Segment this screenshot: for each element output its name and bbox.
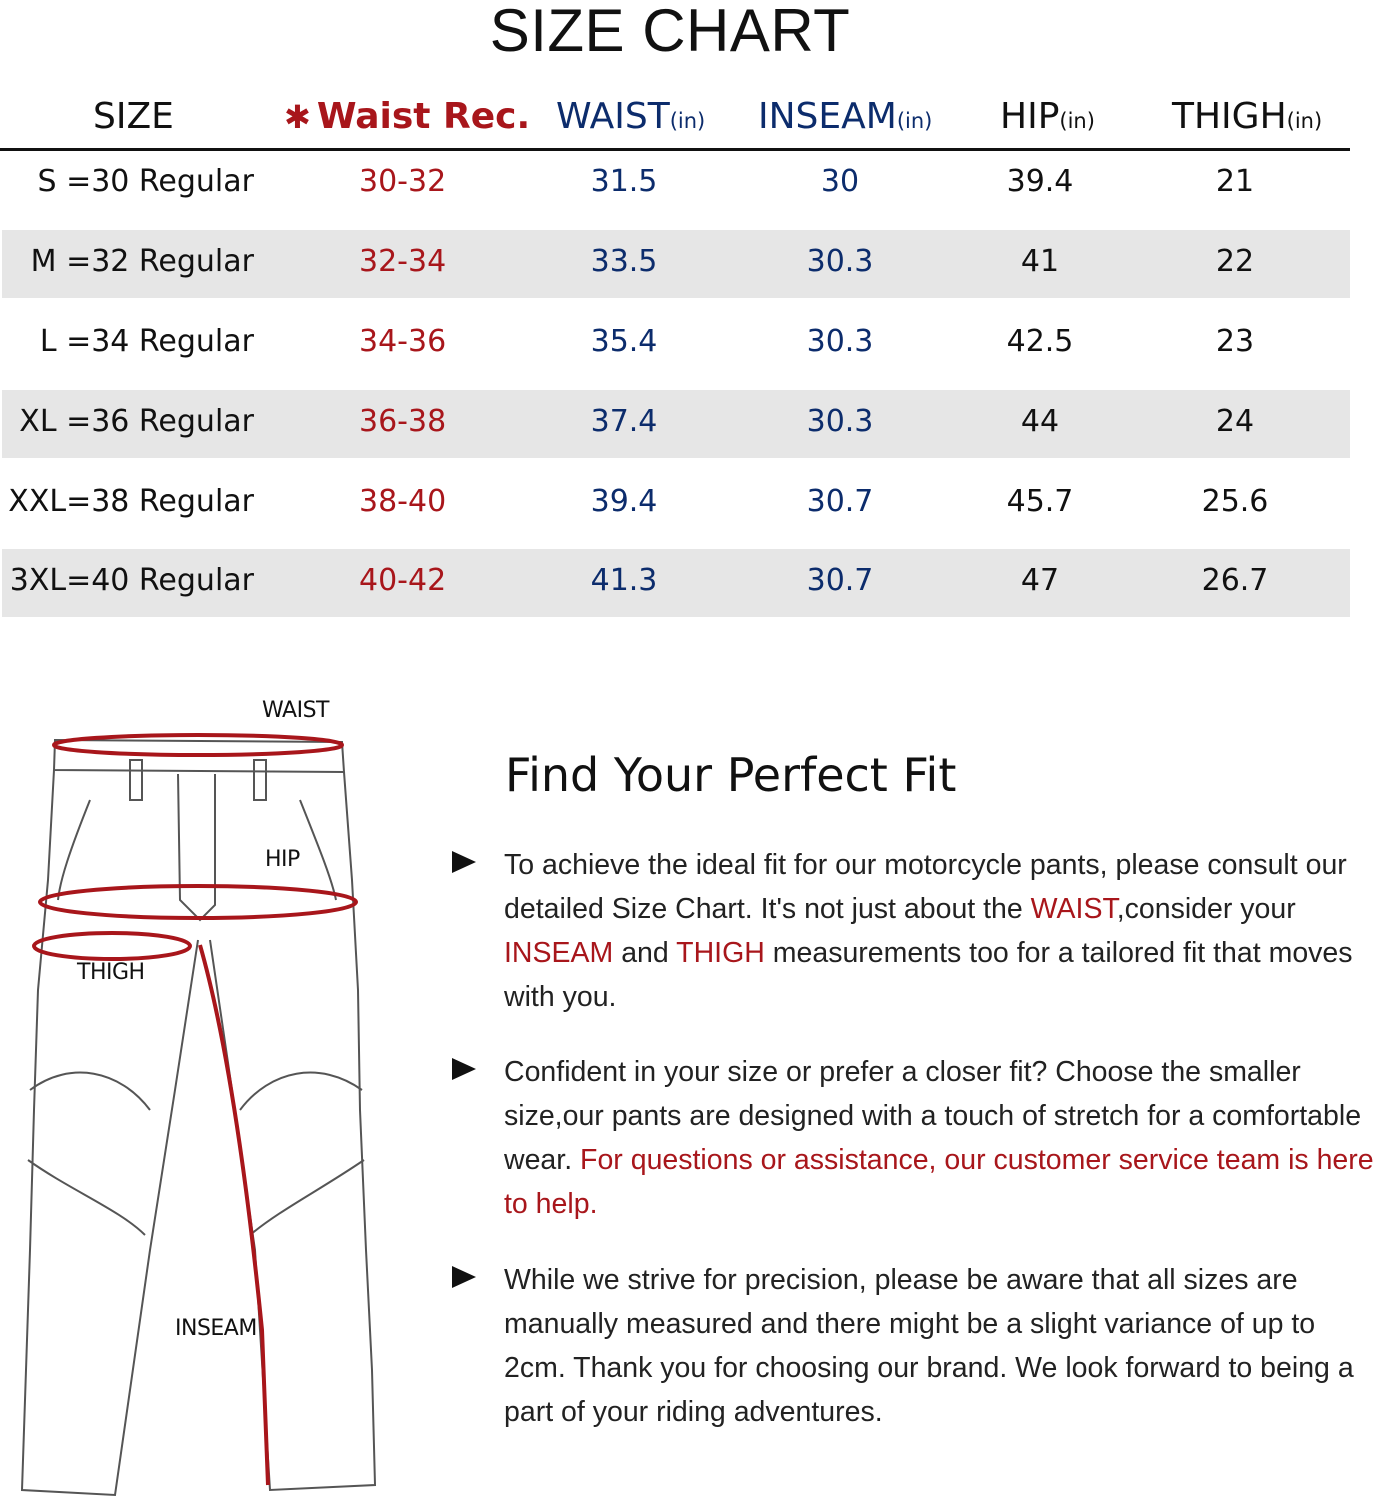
- col-size: SIZE: [93, 96, 174, 137]
- waist-cell: 39.4: [590, 484, 658, 519]
- size-cell: L =34 Regular: [39, 324, 254, 359]
- waist-rec-cell: 36-38: [359, 404, 447, 439]
- thigh-cell: 26.7: [1201, 563, 1269, 598]
- table-row: [2, 150, 1350, 218]
- diagram-label-hip: HIP: [265, 847, 300, 872]
- hip-cell: 39.4: [1006, 164, 1074, 199]
- measurement-lines: [34, 735, 356, 1485]
- waist-cell: 33.5: [590, 244, 658, 279]
- waist-rec-cell: 34-36: [359, 324, 447, 359]
- waist-cell: 31.5: [590, 164, 658, 199]
- size-table-header: [0, 92, 1350, 151]
- hip-cell: 47: [1020, 563, 1060, 598]
- page-title: SIZE CHART: [489, 0, 851, 64]
- inseam-cell: 30.3: [806, 244, 874, 279]
- col-thigh: THIGH(in): [1172, 96, 1323, 137]
- size-cell: XL =36 Regular: [19, 404, 254, 439]
- asterisk-icon: ✱: [284, 98, 311, 136]
- hip-cell: 41: [1020, 244, 1060, 279]
- play-arrow-icon: [452, 851, 476, 873]
- inseam-cell: 30.3: [806, 404, 874, 439]
- table-row: [2, 549, 1350, 617]
- size-cell: S =30 Regular: [37, 164, 254, 199]
- play-arrow-icon: [452, 1058, 476, 1080]
- hip-cell: 44: [1020, 404, 1060, 439]
- waist-cell: 35.4: [590, 324, 658, 359]
- bullet-text: Confident in your size or prefer a closer fit? Choose the smaller size,our pants are designed with a touch of stretch for a comfortable wear. For questions or assistance, our customer service team is here to help.: [504, 1056, 1374, 1220]
- waist-rec-cell: 30-32: [359, 164, 447, 199]
- pants-outline: [22, 740, 375, 1495]
- col-waist-rec: ✱ Waist Rec.: [284, 96, 531, 137]
- diagram-label-inseam: INSEAM: [175, 1316, 257, 1341]
- size-cell: XXL=38 Regular: [8, 484, 254, 519]
- thigh-cell: 24: [1215, 404, 1255, 439]
- size-cell: 3XL=40 Regular: [9, 563, 254, 598]
- inseam-cell: 30.7: [806, 484, 874, 519]
- waist-cell: 41.3: [590, 563, 658, 598]
- bullet-text: To achieve the ideal fit for our motorcycle pants, please consult our detailed Size Chart. It's not just about the WAIST,consider your INSEAM and THIGH measurements too for a tailored fit that moves with you.: [504, 849, 1353, 1013]
- thigh-cell: 25.6: [1201, 484, 1269, 519]
- fit-heading: Find Your Perfect Fit: [505, 748, 957, 802]
- pants-illustration: [0, 690, 400, 1500]
- hip-cell: 42.5: [1006, 324, 1074, 359]
- table-row: [2, 470, 1350, 538]
- table-row: [2, 390, 1350, 458]
- waist-rec-cell: 32-34: [359, 244, 447, 279]
- waist-cell: 37.4: [590, 404, 658, 439]
- hip-cell: 45.7: [1006, 484, 1074, 519]
- size-cell: M =32 Regular: [30, 244, 254, 279]
- inseam-cell: 30: [820, 164, 860, 199]
- col-hip: HIP(in): [1000, 96, 1095, 137]
- table-row: [2, 310, 1350, 378]
- inseam-cell: 30.7: [806, 563, 874, 598]
- table-row: [2, 230, 1350, 298]
- col-inseam: INSEAM(in): [758, 96, 933, 137]
- thigh-cell: 21: [1215, 164, 1255, 199]
- waist-rec-cell: 38-40: [359, 484, 447, 519]
- waist-rec-cell: 40-42: [359, 563, 447, 598]
- diagram-label-thigh: THIGH: [77, 960, 145, 985]
- thigh-cell: 22: [1215, 244, 1255, 279]
- thigh-cell: 23: [1215, 324, 1255, 359]
- col-waist: WAIST(in): [556, 96, 706, 137]
- bullet-text: While we strive for precision, please be aware that all sizes are manually measured and there might be a slight variance of up to 2cm. Thank you for choosing our brand. We look forward to being a part of your riding adventures.: [504, 1264, 1354, 1428]
- diagram-label-waist: WAIST: [262, 698, 329, 723]
- inseam-cell: 30.3: [806, 324, 874, 359]
- play-arrow-icon: [452, 1266, 476, 1288]
- pants-diagram: [0, 690, 400, 1500]
